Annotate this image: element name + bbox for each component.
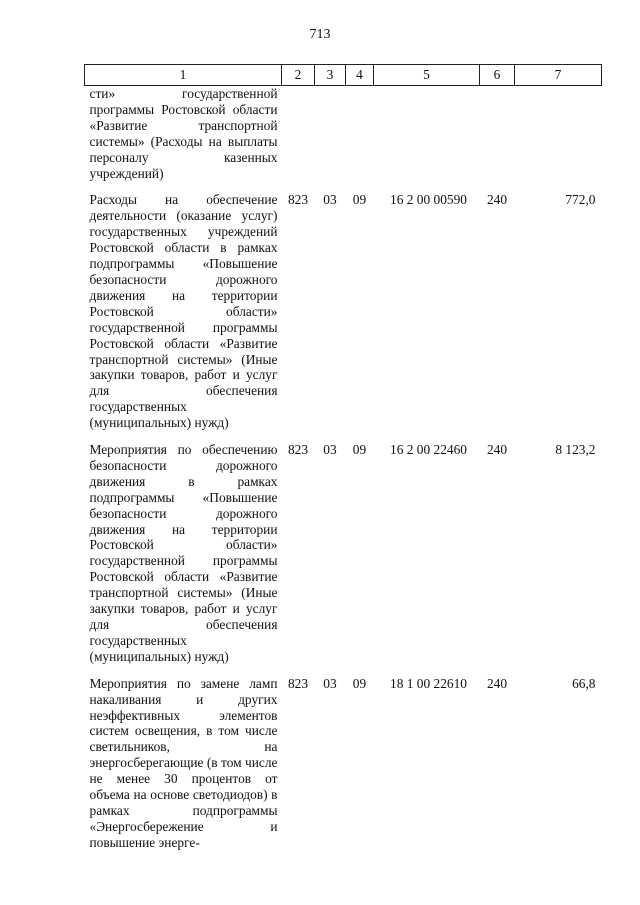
row-target-article: 18 1 00 22610: [390, 675, 467, 691]
header-col-5: 5: [374, 65, 480, 86]
row-description: Мероприятия по замене ламп накаливания и других неэффективных элементов систем освещения, в том числе светильников, на энергосберегающие (в том числе не менее 30 процентов от объема на основе светодиодов) в рамках подпрограммы «Энергосбережение и повышение энерге-: [89, 675, 278, 850]
row-expense-type: [480, 86, 515, 182]
row-admin-code: [282, 86, 315, 182]
row-subsection: 09: [352, 192, 367, 208]
row-target-article: 16 2 00 00590: [390, 192, 467, 208]
row-description: Мероприятия по обеспечению безопасности дорожного движения в рамках подпрограммы «Повышение безопасности дорожного движения на территории Ростовской области» государственной программы Ростовской области «Развитие транспортной системы» (Иные закупки товаров, работ и услуг для обеспечения государственных (муниципальных) нужд): [89, 442, 278, 664]
row-subsection: 09: [352, 442, 367, 458]
table-header-row: [85, 65, 602, 86]
header-col-6: 6: [480, 65, 515, 86]
budget-table: [84, 64, 602, 851]
row-admin-code: 823: [287, 442, 309, 458]
row-amount: 8 123,2: [555, 442, 596, 458]
row-target-article: 16 2 00 22460: [390, 442, 467, 458]
row-section: [315, 86, 346, 182]
row-subsection: 09: [352, 675, 367, 691]
row-amount: [515, 86, 602, 182]
row-description: сти» государственной программы Ростовской области «Развитие транспортной системы» (Расходы на выплаты персоналу казенных учреждений): [89, 86, 278, 181]
row-subsection: [346, 86, 374, 182]
table-row: [85, 86, 602, 182]
table-row: [85, 192, 602, 431]
header-col-2: 2: [282, 65, 315, 86]
page-number: 713: [309, 27, 331, 42]
row-expense-type: 240: [486, 442, 508, 458]
table-row: [85, 676, 602, 851]
row-admin-code: 823: [287, 675, 309, 691]
row-admin-code: 823: [287, 192, 309, 208]
row-expense-type: 240: [486, 675, 508, 691]
row-expense-type: 240: [486, 192, 508, 208]
row-section: 03: [323, 192, 337, 208]
header-col-4: 4: [346, 65, 374, 86]
header-col-1: 1: [85, 65, 282, 86]
row-target-article: [374, 86, 480, 182]
row-description: Расходы на обеспечение деятельности (оказание услуг) государственных учреждений Ростовской области в рамках подпрограммы «Повышение безопасности дорожного движения на территории Ростовской области» государственной программы Ростовской области «Развитие транспортной системы» (Иные закупки товаров, работ и услуг для обеспечения государственных (муниципальных) нужд): [89, 192, 278, 431]
row-section: 03: [323, 442, 337, 458]
row-amount: 772,0: [565, 192, 596, 208]
header-col-3: 3: [315, 65, 346, 86]
header-col-7: 7: [515, 65, 602, 86]
row-section: 03: [323, 675, 337, 691]
row-amount: 66,8: [572, 675, 596, 691]
table-row: [85, 442, 602, 665]
